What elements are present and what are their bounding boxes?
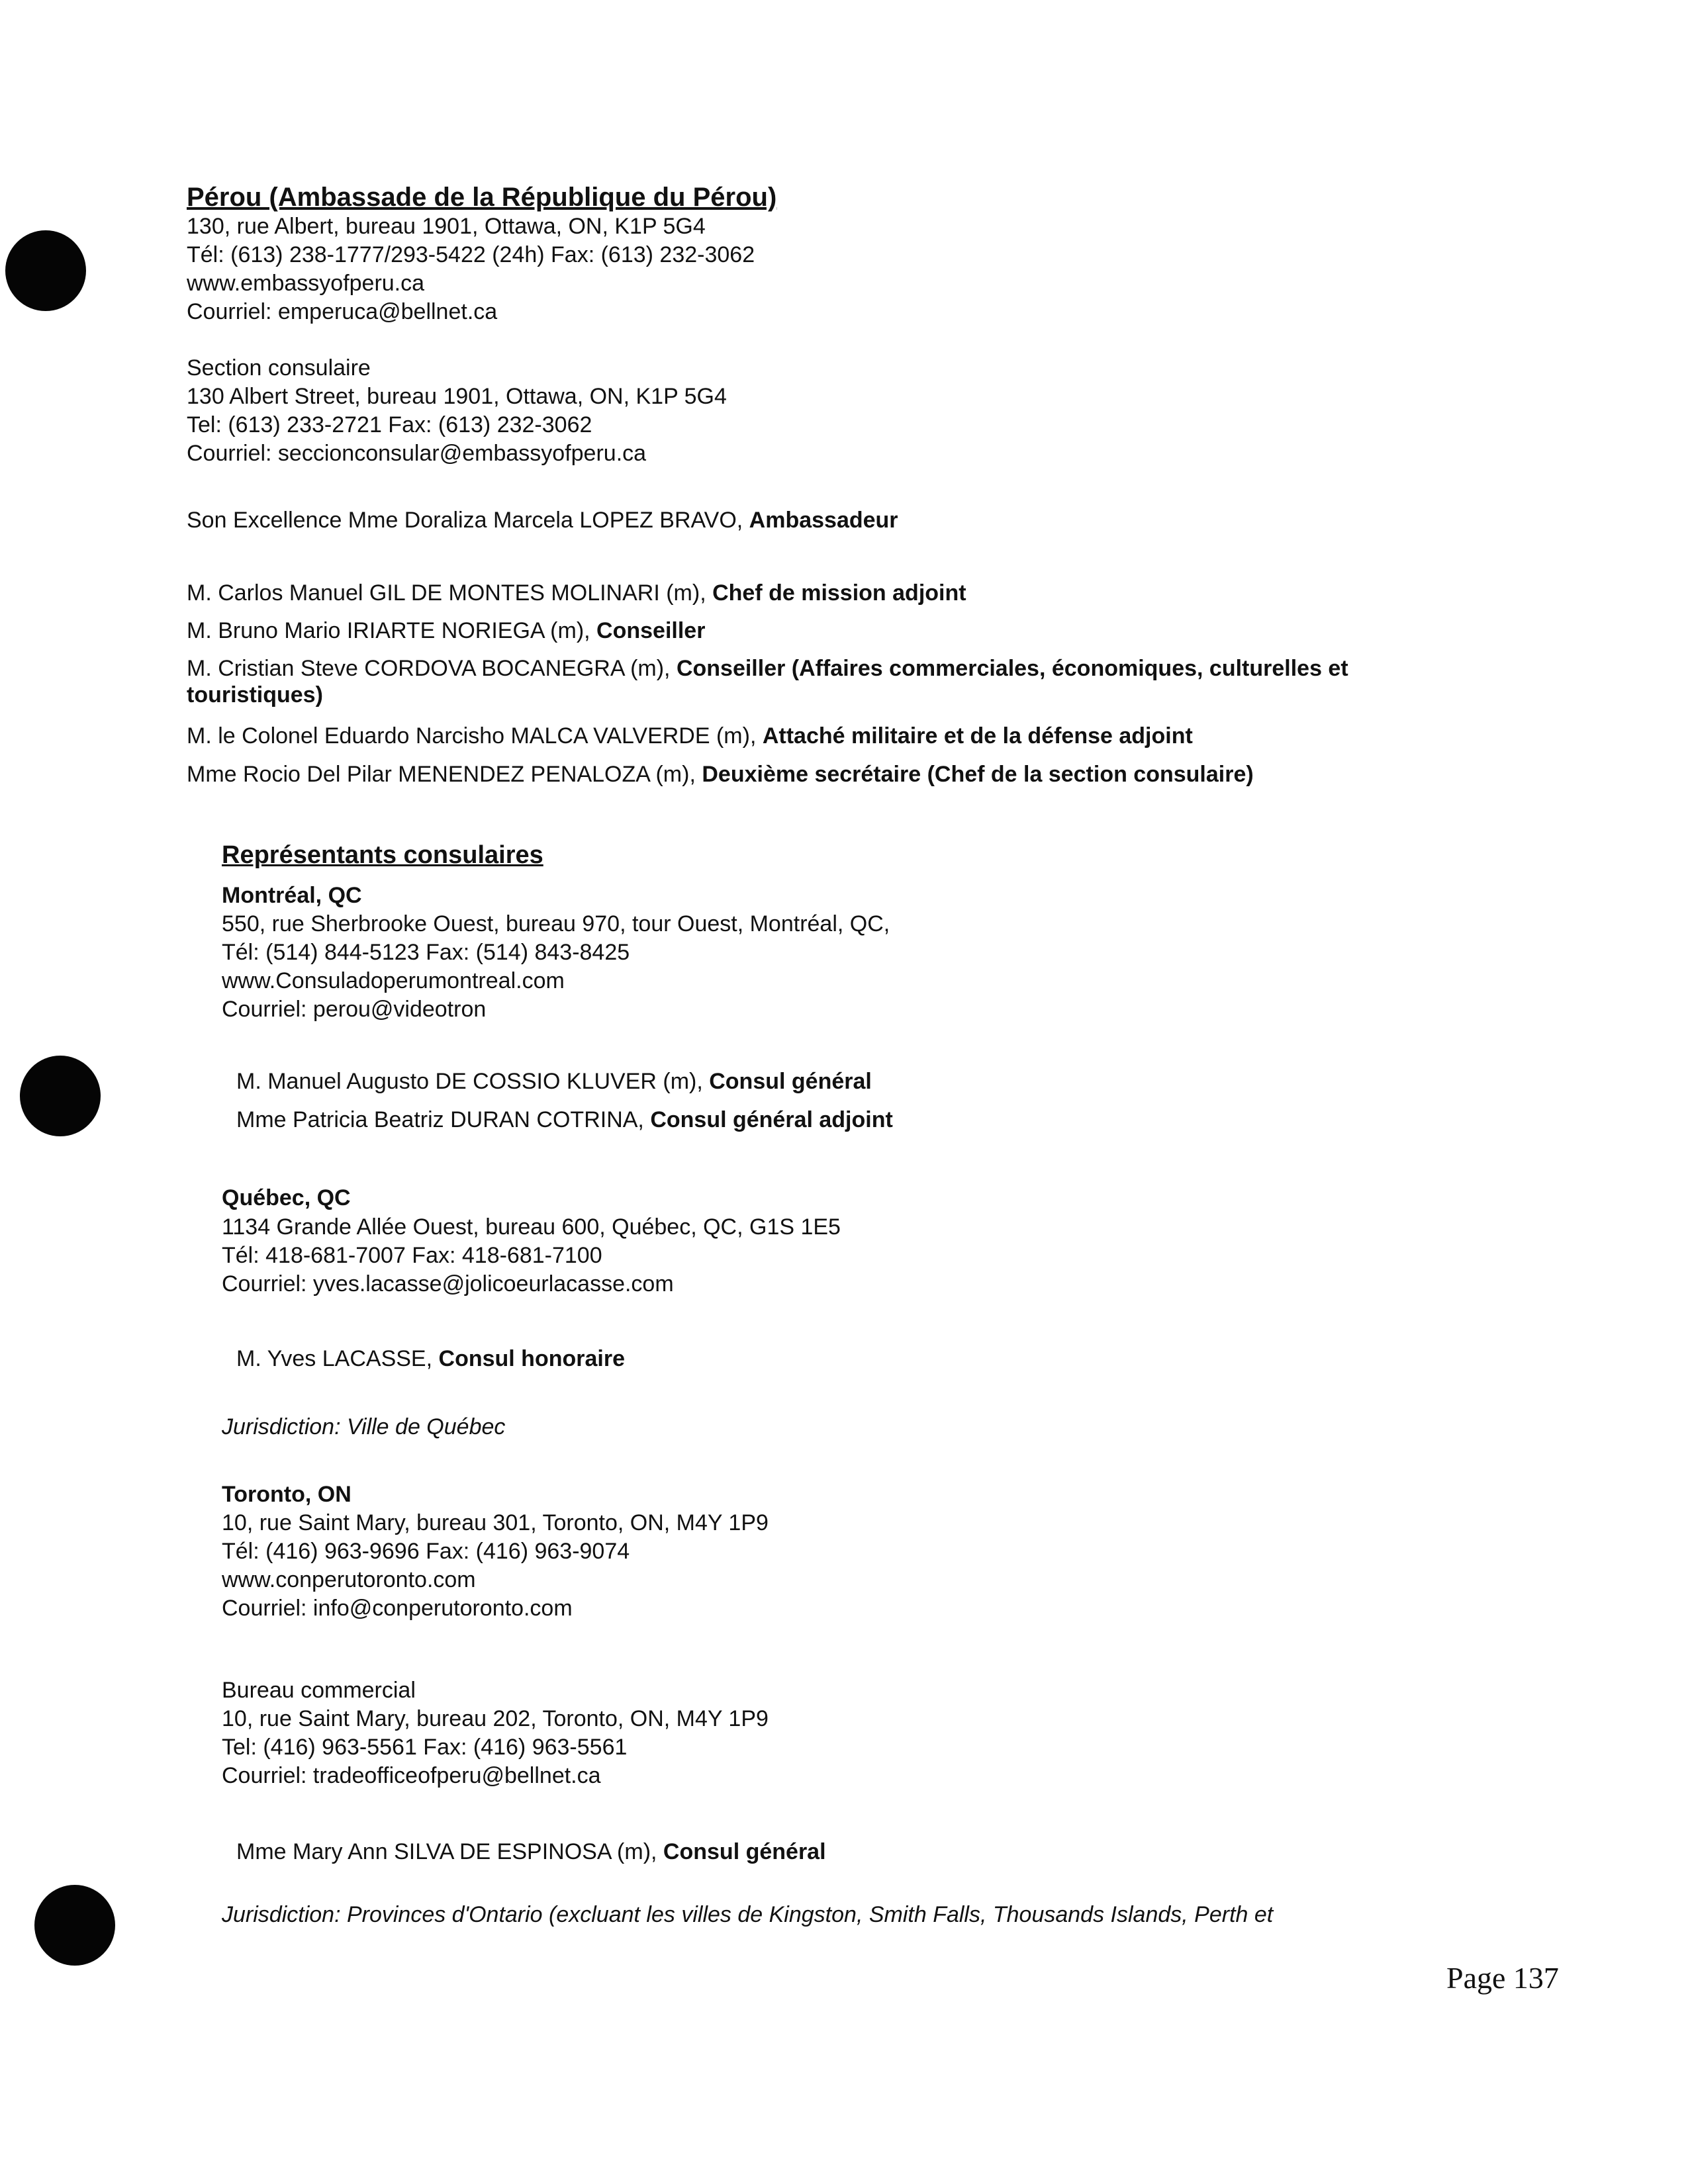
montreal-email: Courriel: perou@videotron	[222, 997, 487, 1022]
trade-office-phone: Tel: (416) 963-5561 Fax: (416) 963-5561	[222, 1735, 628, 1760]
ambassador-role: Ambassadeur	[749, 508, 898, 533]
staff-name: M. Cristian Steve CORDOVA BOCANEGRA (m),	[187, 656, 677, 681]
toronto-phone: Tél: (416) 963-9696 Fax: (416) 963-9074	[222, 1539, 630, 1564]
quebec-email: Courriel: yves.lacasse@jolicoeurlacasse.com	[222, 1271, 674, 1297]
toronto-email: Courriel: info@conperutoronto.com	[222, 1596, 573, 1621]
montreal-phone: Tél: (514) 844-5123 Fax: (514) 843-8425	[222, 940, 630, 965]
consular-section-email: Courriel: seccionconsular@embassyofperu.ca	[187, 441, 647, 466]
staff-entry	[187, 761, 1254, 788]
staff-entry	[187, 655, 1352, 708]
consular-section-address: 130 Albert Street, bureau 1901, Ottawa, ON, K1P 5G4	[187, 384, 727, 409]
staff-name: M. le Colonel Eduardo Narcisho MALCA VALVERDE (m),	[187, 723, 763, 749]
person-role: Consul général	[663, 1839, 826, 1864]
montreal-person	[236, 1107, 893, 1133]
montreal-address: 550, rue Sherbrooke Ouest, bureau 970, tour Ouest, Montréal, QC,	[222, 911, 890, 936]
staff-name: M. Bruno Mario IRIARTE NORIEGA (m),	[187, 618, 597, 643]
quebec-address: 1134 Grande Allée Ouest, bureau 600, Québec, QC, G1S 1E5	[222, 1214, 841, 1240]
quebec-phone: Tél: 418-681-7007 Fax: 418-681-7100	[222, 1243, 602, 1268]
staff-role: Attaché militaire et de la défense adjoint	[762, 723, 1193, 749]
representatives-title: Représentants consulaires	[222, 841, 543, 869]
page-number: Page 137	[1446, 1961, 1559, 1995]
trade-office-email: Courriel: tradeofficeofperu@bellnet.ca	[222, 1763, 601, 1788]
staff-entry	[187, 580, 966, 606]
person-role: Consul honoraire	[438, 1346, 625, 1371]
trade-office-jurisdiction: Jurisdiction: Provinces d'Ontario (excluant les villes de Kingston, Smith Falls, Thousands Islands, Perth et	[222, 1902, 1274, 1927]
trade-office-address: 10, rue Saint Mary, bureau 202, Toronto, ON, M4Y 1P9	[222, 1706, 769, 1731]
toronto-city: Toronto, ON	[222, 1482, 352, 1507]
staff-role: Chef de mission adjoint	[712, 580, 966, 606]
person-role: Consul général	[709, 1069, 872, 1094]
montreal-person	[236, 1068, 872, 1095]
staff-name: M. Carlos Manuel GIL DE MONTES MOLINARI (m),	[187, 580, 713, 606]
trade-office-person	[236, 1839, 826, 1865]
ambassador-name: Son Excellence Mme Doraliza Marcela LOPEZ BRAVO,	[187, 508, 749, 533]
staff-role: Conseiller	[596, 618, 706, 643]
person-name: M. Yves LACASSE,	[236, 1346, 439, 1371]
trade-office-heading: Bureau commercial	[222, 1678, 416, 1703]
punch-hole-top	[5, 230, 86, 311]
consular-section-phone: Tel: (613) 233-2721 Fax: (613) 232-3062	[187, 412, 592, 437]
punch-hole-bottom	[34, 1885, 115, 1966]
person-name: Mme Mary Ann SILVA DE ESPINOSA (m),	[236, 1839, 663, 1864]
person-name: Mme Patricia Beatriz DURAN COTRINA,	[236, 1107, 651, 1132]
toronto-address: 10, rue Saint Mary, bureau 301, Toronto, ON, M4Y 1P9	[222, 1510, 769, 1535]
person-role: Consul général adjoint	[650, 1107, 893, 1132]
staff-role: Conseiller (Affaires commerciales, économiques, culturelles et touristiques)	[187, 656, 1348, 707]
person-name: M. Manuel Augusto DE COSSIO KLUVER (m),	[236, 1069, 710, 1094]
punch-hole-middle	[20, 1056, 101, 1136]
embassy-email: Courriel: emperuca@bellnet.ca	[187, 299, 498, 324]
ambassador-entry	[187, 507, 898, 533]
quebec-jurisdiction: Jurisdiction: Ville de Québec	[222, 1414, 506, 1439]
embassy-title: Pérou (Ambassade de la République du Pérou)	[187, 183, 777, 212]
staff-entry	[187, 617, 705, 644]
quebec-city: Québec, QC	[222, 1185, 351, 1210]
staff-role: Deuxième secrétaire (Chef de la section consulaire)	[702, 762, 1254, 787]
toronto-website: www.conperutoronto.com	[222, 1567, 476, 1592]
consular-section-heading: Section consulaire	[187, 355, 371, 381]
embassy-address: 130, rue Albert, bureau 1901, Ottawa, ON, K1P 5G4	[187, 214, 706, 239]
staff-entry	[187, 723, 1193, 749]
embassy-phone: Tél: (613) 238-1777/293-5422 (24h) Fax: (613) 232-3062	[187, 242, 755, 267]
montreal-city: Montréal, QC	[222, 883, 362, 908]
quebec-person	[236, 1345, 625, 1372]
embassy-website: www.embassyofperu.ca	[187, 271, 425, 296]
montreal-website: www.Consuladoperumontreal.com	[222, 968, 565, 993]
staff-name: Mme Rocio Del Pilar MENENDEZ PENALOZA (m),	[187, 762, 702, 787]
